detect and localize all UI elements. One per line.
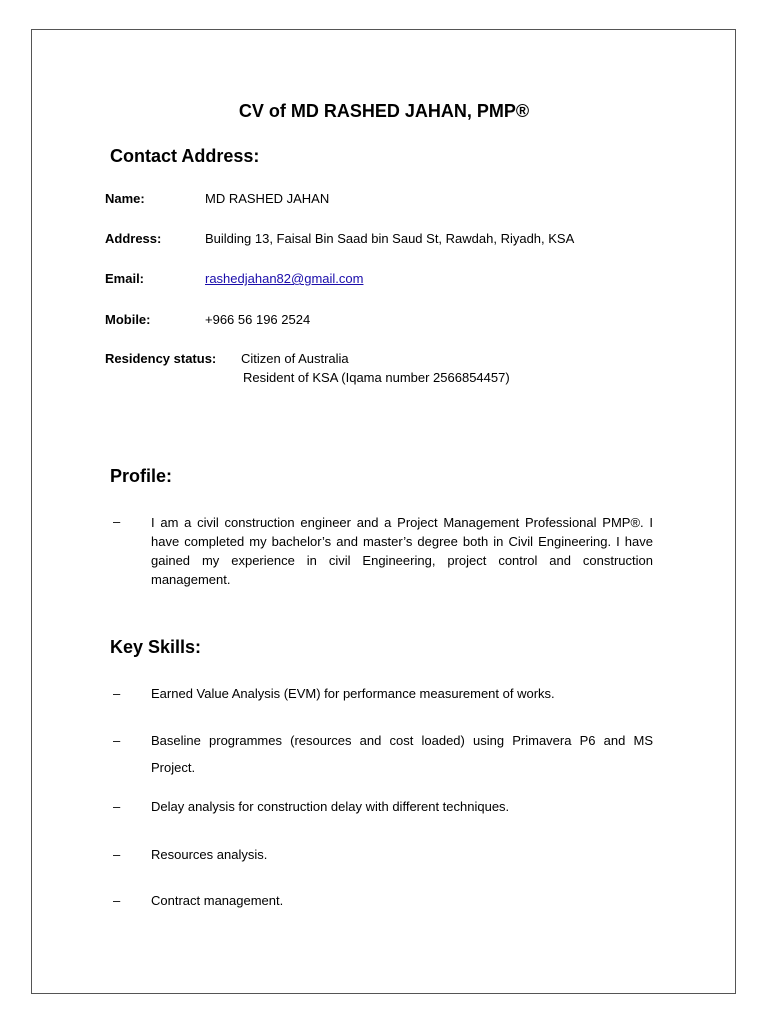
bullet-dash: – [113, 893, 121, 908]
skill-item: Baseline programmes (resources and cost loaded) using Primavera P6 and MS Project. [151, 733, 653, 775]
document-title: CV of MD RASHED JAHAN, PMP® [238, 101, 530, 121]
address-value: Building 13, Faisal Bin Saad bin Saud St, Rawdah, Riyadh, KSA [205, 231, 575, 246]
bullet-dash: – [113, 686, 121, 701]
profile-heading: Profile: [110, 466, 173, 486]
mobile-value: +966 56 196 2524 [205, 312, 311, 327]
bullet-dash: – [113, 733, 121, 748]
skill-item: Contract management. [151, 893, 284, 908]
address-label: Address: [105, 231, 162, 246]
skills-heading: Key Skills: [110, 637, 202, 657]
residency-line-1: Citizen of Australia [241, 351, 349, 366]
skill-item: Resources analysis. [151, 847, 268, 862]
residency-line-2: Resident of KSA (Iqama number 2566854457) [243, 370, 510, 385]
bullet-dash: – [113, 847, 121, 862]
mobile-label: Mobile: [105, 312, 151, 327]
name-value: MD RASHED JAHAN [205, 191, 330, 206]
profile-text: I am a civil construction engineer and a Project Management Professional PMP®. I have completed my bachelor’s and master’s degree both in Civil Engineering. I have gained my experience in civil Engineering, project control and construction management. [151, 515, 653, 587]
residency-label: Residency status: [105, 351, 217, 366]
bullet-dash: – [113, 514, 121, 529]
email-label: Email: [105, 271, 145, 286]
name-label: Name: [105, 191, 145, 206]
skill-item: Delay analysis for construction delay with different techniques. [151, 799, 510, 814]
contact-heading: Contact Address: [110, 146, 260, 166]
email-link[interactable]: rashedjahan82@gmail.com [205, 271, 364, 286]
skill-item: Earned Value Analysis (EVM) for performance measurement of works. [151, 686, 555, 701]
bullet-dash: – [113, 799, 121, 814]
